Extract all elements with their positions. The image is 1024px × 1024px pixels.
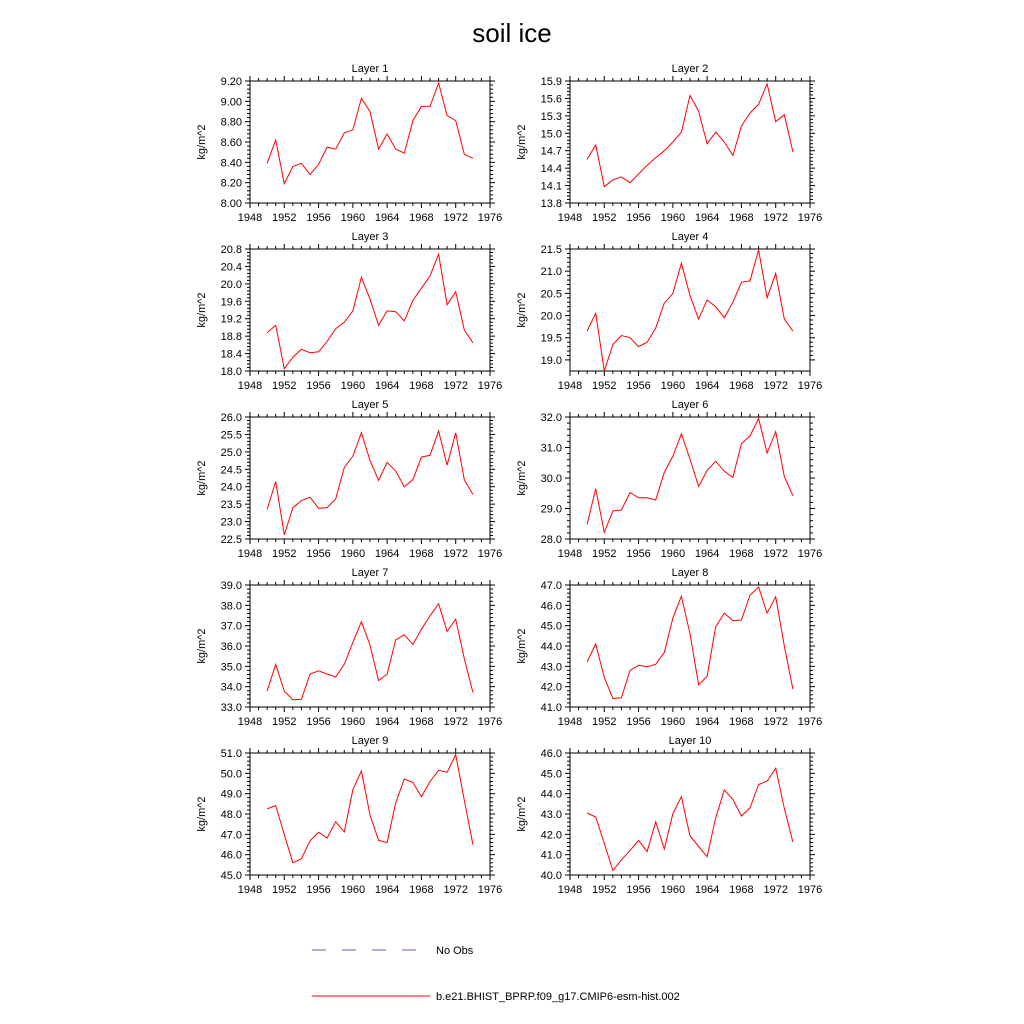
y-tick-label: 18.4 xyxy=(220,348,242,361)
x-tick-label: 1972 xyxy=(763,212,788,224)
y-tick-label: 8.00 xyxy=(220,198,242,210)
y-tick-label: 14.7 xyxy=(540,145,562,158)
y-tick-label: 51.0 xyxy=(220,748,242,760)
x-tick-label: 1948 xyxy=(237,548,263,560)
panel-title: Layer 9 xyxy=(351,735,389,747)
x-tick-label: 1956 xyxy=(626,212,651,224)
y-tick-label: 20.0 xyxy=(220,278,242,291)
y-tick-label: 25.0 xyxy=(220,446,242,459)
y-tick-label: 23.0 xyxy=(220,516,242,529)
x-tick-label: 1960 xyxy=(340,380,366,392)
panel-layer-7 xyxy=(196,567,502,728)
y-tick-label: 43.0 xyxy=(540,809,562,821)
x-tick-label: 1952 xyxy=(272,884,297,896)
x-tick-label: 1968 xyxy=(729,548,754,560)
series-line xyxy=(267,604,473,700)
y-tick-label: 29.0 xyxy=(540,503,562,516)
panel-layer-1 xyxy=(196,63,502,224)
x-tick-label: 1968 xyxy=(409,380,434,392)
y-tick-label: 8.40 xyxy=(220,157,242,170)
y-axis-label: kg/m^2 xyxy=(516,124,528,160)
y-tick-label: 34.0 xyxy=(220,681,242,694)
y-tick-label: 21.5 xyxy=(540,244,562,256)
y-tick-label: 32.0 xyxy=(540,412,562,424)
x-tick-label: 1972 xyxy=(443,380,468,392)
y-tick-label: 20.8 xyxy=(220,244,242,256)
y-axis-label: kg/m^2 xyxy=(196,796,208,832)
y-tick-label: 45.0 xyxy=(540,620,562,633)
y-tick-label: 14.1 xyxy=(540,180,562,193)
x-tick-label: 1960 xyxy=(660,884,686,896)
x-tick-label: 1964 xyxy=(694,380,720,392)
x-tick-label: 1952 xyxy=(272,380,297,392)
series-line xyxy=(267,431,473,535)
y-tick-label: 39.0 xyxy=(220,580,242,592)
panel-title: Layer 1 xyxy=(351,63,389,75)
x-tick-label: 1952 xyxy=(272,212,297,224)
x-tick-label: 1968 xyxy=(409,212,434,224)
x-tick-label: 1968 xyxy=(409,548,434,560)
y-tick-label: 20.4 xyxy=(220,261,242,274)
panel-title: Layer 10 xyxy=(668,735,712,747)
x-tick-label: 1948 xyxy=(237,212,263,224)
y-tick-label: 13.8 xyxy=(540,198,562,210)
x-tick-label: 1956 xyxy=(306,380,331,392)
y-tick-label: 9.00 xyxy=(220,96,242,109)
y-tick-label: 42.0 xyxy=(540,829,562,842)
series-line xyxy=(587,419,793,533)
x-tick-label: 1956 xyxy=(626,884,651,896)
y-tick-label: 20.0 xyxy=(540,310,562,323)
x-tick-label: 1972 xyxy=(763,380,788,392)
series-line xyxy=(587,250,793,371)
y-tick-label: 46.0 xyxy=(540,748,562,760)
legend xyxy=(312,945,680,1003)
y-axis-label: kg/m^2 xyxy=(196,460,208,496)
legend-obs-label: No Obs xyxy=(436,945,474,957)
x-tick-label: 1952 xyxy=(272,548,297,560)
x-tick-label: 1948 xyxy=(237,716,263,728)
x-tick-label: 1968 xyxy=(729,212,754,224)
x-tick-label: 1960 xyxy=(340,212,366,224)
y-tick-label: 19.0 xyxy=(540,354,562,367)
panel-title: Layer 8 xyxy=(671,567,709,579)
y-tick-label: 31.0 xyxy=(540,442,562,455)
x-tick-label: 1960 xyxy=(660,380,686,392)
x-tick-label: 1976 xyxy=(477,212,503,224)
y-tick-label: 46.0 xyxy=(540,600,562,613)
x-tick-label: 1956 xyxy=(626,380,651,392)
x-tick-label: 1956 xyxy=(306,212,331,224)
x-tick-label: 1968 xyxy=(729,716,754,728)
x-tick-label: 1964 xyxy=(374,380,400,392)
x-tick-label: 1956 xyxy=(626,716,651,728)
y-tick-label: 44.0 xyxy=(540,788,562,801)
y-tick-label: 47.0 xyxy=(540,580,562,592)
y-axis-label: kg/m^2 xyxy=(196,124,208,160)
x-tick-label: 1960 xyxy=(340,548,366,560)
x-tick-label: 1960 xyxy=(340,884,366,896)
panel-layer-10 xyxy=(516,735,822,896)
x-tick-label: 1964 xyxy=(694,548,720,560)
y-tick-label: 35.0 xyxy=(220,661,242,674)
panel-title: Layer 7 xyxy=(351,567,389,579)
x-tick-label: 1952 xyxy=(592,716,617,728)
series-line xyxy=(267,755,473,863)
panel-layer-5 xyxy=(196,399,502,560)
y-tick-label: 15.0 xyxy=(540,128,562,141)
x-tick-label: 1964 xyxy=(374,884,400,896)
x-tick-label: 1976 xyxy=(797,884,823,896)
x-tick-label: 1972 xyxy=(443,548,468,560)
y-tick-label: 24.5 xyxy=(220,464,242,477)
y-tick-label: 8.60 xyxy=(220,137,242,149)
y-tick-label: 44.0 xyxy=(540,641,562,653)
y-tick-label: 41.0 xyxy=(540,849,562,862)
y-tick-label: 9.20 xyxy=(220,76,242,88)
y-tick-label: 33.0 xyxy=(220,702,242,714)
x-tick-label: 1952 xyxy=(272,716,297,728)
y-tick-label: 18.8 xyxy=(220,331,242,344)
x-tick-label: 1964 xyxy=(374,548,400,560)
y-tick-label: 21.0 xyxy=(540,266,562,279)
x-tick-label: 1972 xyxy=(443,212,468,224)
x-tick-label: 1976 xyxy=(477,716,503,728)
series-line xyxy=(587,768,793,870)
x-tick-label: 1976 xyxy=(797,716,823,728)
y-axis-label: kg/m^2 xyxy=(516,460,528,496)
x-tick-label: 1976 xyxy=(477,548,503,560)
x-tick-label: 1968 xyxy=(409,716,434,728)
x-tick-label: 1948 xyxy=(557,380,583,392)
panel-title: Layer 6 xyxy=(671,399,709,411)
x-tick-label: 1952 xyxy=(592,212,617,224)
y-tick-label: 25.5 xyxy=(220,429,242,442)
y-tick-label: 19.6 xyxy=(220,296,242,309)
x-tick-label: 1964 xyxy=(694,716,720,728)
y-tick-label: 37.0 xyxy=(220,620,242,633)
y-tick-label: 47.0 xyxy=(220,829,242,842)
y-tick-label: 15.6 xyxy=(540,93,562,106)
y-tick-label: 42.0 xyxy=(540,681,562,694)
panel-layer-6 xyxy=(516,399,822,560)
x-tick-label: 1956 xyxy=(306,884,331,896)
panel-title: Layer 3 xyxy=(351,231,389,243)
panel-layer-8 xyxy=(516,567,822,728)
y-tick-label: 43.0 xyxy=(540,661,562,674)
panel-layer-9 xyxy=(196,735,502,896)
x-tick-label: 1976 xyxy=(477,884,503,896)
series-line xyxy=(267,254,473,369)
y-tick-label: 48.0 xyxy=(220,809,242,821)
x-tick-label: 1960 xyxy=(660,212,686,224)
x-tick-label: 1952 xyxy=(592,884,617,896)
x-tick-label: 1948 xyxy=(557,884,583,896)
x-tick-label: 1948 xyxy=(237,884,263,896)
x-tick-label: 1952 xyxy=(592,380,617,392)
y-tick-label: 19.5 xyxy=(540,332,562,345)
y-tick-label: 14.4 xyxy=(540,163,562,176)
y-tick-label: 28.0 xyxy=(540,534,562,546)
y-tick-label: 8.80 xyxy=(220,116,242,129)
y-tick-label: 15.9 xyxy=(540,76,562,88)
series-line xyxy=(587,84,793,187)
x-tick-label: 1976 xyxy=(477,380,503,392)
y-axis-label: kg/m^2 xyxy=(516,292,528,328)
y-tick-label: 22.5 xyxy=(220,534,242,546)
y-tick-label: 45.0 xyxy=(220,870,242,882)
y-tick-label: 41.0 xyxy=(540,702,562,714)
x-tick-label: 1976 xyxy=(797,212,823,224)
x-tick-label: 1948 xyxy=(557,716,583,728)
panel-layer-3 xyxy=(196,231,502,392)
plot-frame xyxy=(250,249,490,371)
x-tick-label: 1956 xyxy=(306,548,331,560)
x-tick-label: 1964 xyxy=(374,716,400,728)
y-tick-label: 19.2 xyxy=(220,313,242,326)
y-tick-label: 30.0 xyxy=(540,473,562,485)
y-tick-label: 23.5 xyxy=(220,499,242,512)
y-axis-label: kg/m^2 xyxy=(196,628,208,664)
x-tick-label: 1968 xyxy=(729,884,754,896)
x-tick-label: 1976 xyxy=(797,380,823,392)
panel-layer-4 xyxy=(516,231,822,392)
y-tick-label: 24.0 xyxy=(220,481,242,494)
y-tick-label: 46.0 xyxy=(220,849,242,862)
x-tick-label: 1968 xyxy=(409,884,434,896)
series-line xyxy=(587,587,793,699)
x-tick-label: 1972 xyxy=(443,884,468,896)
x-tick-label: 1952 xyxy=(592,548,617,560)
y-tick-label: 26.0 xyxy=(220,412,242,424)
y-tick-label: 38.0 xyxy=(220,600,242,613)
x-tick-label: 1972 xyxy=(763,548,788,560)
x-tick-label: 1964 xyxy=(694,212,720,224)
plot-frame xyxy=(570,585,810,707)
x-tick-label: 1972 xyxy=(763,716,788,728)
y-axis-label: kg/m^2 xyxy=(516,628,528,664)
x-tick-label: 1948 xyxy=(557,548,583,560)
panel-title: Layer 2 xyxy=(671,63,709,75)
x-tick-label: 1976 xyxy=(797,548,823,560)
y-tick-label: 49.0 xyxy=(220,788,242,801)
x-tick-label: 1960 xyxy=(660,716,686,728)
x-tick-label: 1948 xyxy=(237,380,263,392)
panel-title: Layer 4 xyxy=(671,231,709,243)
y-axis-label: kg/m^2 xyxy=(196,292,208,328)
x-tick-label: 1972 xyxy=(763,884,788,896)
y-tick-label: 18.0 xyxy=(220,366,242,378)
x-tick-label: 1968 xyxy=(729,380,754,392)
panel-grid xyxy=(196,63,822,896)
y-tick-label: 50.0 xyxy=(220,768,242,781)
y-tick-label: 40.0 xyxy=(540,870,562,882)
figure-title: soil ice xyxy=(472,18,552,48)
panel-layer-2 xyxy=(516,63,822,224)
x-tick-label: 1960 xyxy=(340,716,366,728)
y-axis-label: kg/m^2 xyxy=(516,796,528,832)
y-tick-label: 45.0 xyxy=(540,768,562,781)
x-tick-label: 1972 xyxy=(443,716,468,728)
legend-model-label: b.e21.BHIST_BPRP.f09_g17.CMIP6-esm-hist.002 xyxy=(436,991,680,1003)
x-tick-label: 1948 xyxy=(557,212,583,224)
y-tick-label: 8.20 xyxy=(220,177,242,190)
panel-title: Layer 5 xyxy=(351,399,389,411)
y-tick-label: 15.3 xyxy=(540,110,562,123)
x-tick-label: 1956 xyxy=(626,548,651,560)
x-tick-label: 1964 xyxy=(374,212,400,224)
y-tick-label: 20.5 xyxy=(540,288,562,301)
series-line xyxy=(267,83,473,184)
x-tick-label: 1964 xyxy=(694,884,720,896)
y-tick-label: 36.0 xyxy=(220,641,242,653)
plot-frame xyxy=(250,417,490,539)
x-tick-label: 1960 xyxy=(660,548,686,560)
plot-frame xyxy=(570,249,810,371)
x-tick-label: 1956 xyxy=(306,716,331,728)
plot-frame xyxy=(250,81,490,203)
